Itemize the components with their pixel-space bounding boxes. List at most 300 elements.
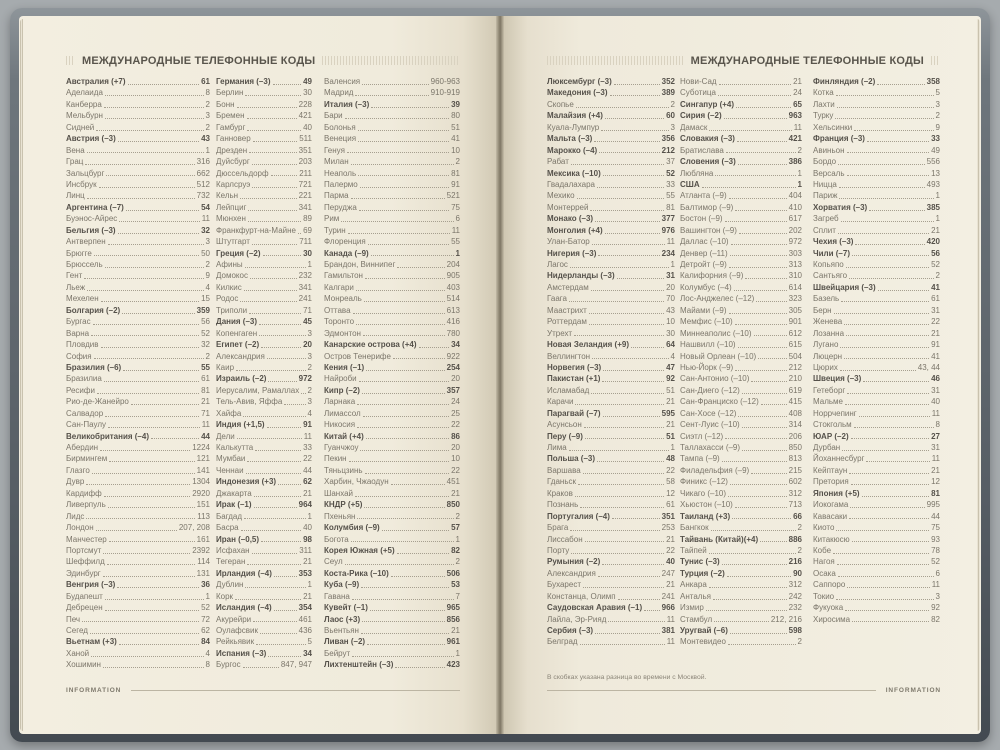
dot-leader bbox=[709, 587, 787, 588]
city-code-entry bbox=[66, 602, 210, 613]
city-code-entry bbox=[813, 614, 940, 625]
dot-leader bbox=[274, 576, 297, 577]
entry-name: Денвер (–11) bbox=[680, 248, 728, 258]
entry-name: Суботица bbox=[680, 88, 716, 98]
entry-name: Норвегия (–3) bbox=[547, 362, 602, 372]
city-code-entry bbox=[216, 110, 312, 121]
city-code-entry bbox=[324, 305, 460, 316]
dot-leader bbox=[754, 335, 787, 336]
entry-name: Новая Зеландия (+9) bbox=[547, 340, 629, 350]
dot-leader bbox=[737, 141, 787, 142]
entry-name: Кобе bbox=[813, 545, 832, 555]
city-code-entry bbox=[66, 373, 210, 384]
entry-code: 53 bbox=[451, 580, 460, 590]
country-code-entry bbox=[680, 534, 802, 545]
dot-leader bbox=[849, 518, 929, 519]
entry-name: Порту bbox=[547, 545, 570, 555]
entry-code: 3 bbox=[205, 111, 210, 121]
city-code-entry bbox=[66, 213, 210, 224]
city-code-entry bbox=[813, 179, 940, 190]
entry-code: 21 bbox=[931, 328, 940, 338]
entry-name: Берн bbox=[813, 305, 832, 315]
entry-code: 70 bbox=[666, 294, 675, 304]
entry-name: Бари bbox=[324, 111, 343, 121]
entry-code: 436 bbox=[298, 626, 312, 635]
entry-code: 32 bbox=[201, 225, 210, 235]
entry-code: 1304 bbox=[192, 477, 210, 487]
city-code-entry bbox=[680, 168, 802, 179]
entry-name: Манчестер bbox=[66, 534, 107, 544]
dot-leader bbox=[602, 381, 664, 382]
dot-leader bbox=[105, 416, 199, 417]
entry-name: Хайфа bbox=[216, 408, 242, 418]
entry-name: Флоренция bbox=[324, 237, 366, 247]
entry-code: 45 bbox=[303, 317, 312, 327]
entry-name: Ларнака bbox=[324, 397, 356, 407]
dot-leader bbox=[597, 461, 664, 462]
entry-name: Сингапур (+4) bbox=[680, 99, 735, 109]
entry-name: Словакия (–3) bbox=[680, 134, 735, 144]
entry-name: Харбин, Чжаодун bbox=[324, 477, 389, 487]
entry-code: 3 bbox=[935, 591, 940, 601]
country-code-entry bbox=[680, 133, 802, 144]
dot-leader bbox=[347, 152, 449, 153]
entry-name: Каир bbox=[216, 362, 235, 372]
entry-code: 8 bbox=[205, 660, 210, 670]
country-code-entry bbox=[216, 648, 312, 659]
entry-name: Тайпей bbox=[680, 545, 707, 555]
codes-column-5 bbox=[680, 76, 802, 648]
entry-code: 451 bbox=[446, 477, 460, 487]
entry-name: Филадельфия (–9) bbox=[680, 465, 750, 475]
country-code-entry bbox=[813, 248, 940, 259]
entry-code: 11 bbox=[931, 408, 940, 418]
entry-name: Краков bbox=[547, 488, 573, 498]
city-code-entry bbox=[680, 87, 802, 98]
dot-leader bbox=[352, 656, 453, 657]
entry-name: Эдмонтон bbox=[324, 328, 361, 338]
city-code-entry bbox=[813, 396, 940, 407]
entry-name: Марокко (–4) bbox=[547, 145, 598, 155]
city-code-entry bbox=[680, 373, 802, 384]
entry-code: 1 bbox=[455, 534, 460, 544]
dot-leader bbox=[419, 347, 450, 348]
entry-name: Амстердам bbox=[547, 282, 589, 292]
entry-code: 11 bbox=[931, 454, 940, 464]
entry-code: 2 bbox=[935, 111, 940, 121]
entry-code: 1 bbox=[797, 168, 802, 178]
city-code-entry bbox=[813, 522, 940, 533]
city-code-entry bbox=[216, 122, 312, 133]
city-code-entry bbox=[324, 408, 460, 419]
entry-name: Канарские острова (+4) bbox=[324, 340, 417, 350]
entry-code: 207, 208 bbox=[178, 523, 210, 533]
city-code-entry bbox=[680, 122, 802, 133]
entry-code: 5 bbox=[307, 637, 312, 647]
entry-code: 1 bbox=[935, 191, 940, 201]
city-code-entry bbox=[680, 351, 802, 362]
entry-name: Килкис bbox=[216, 282, 242, 292]
dot-leader bbox=[838, 233, 929, 234]
city-code-entry bbox=[324, 179, 460, 190]
entry-code: 1 bbox=[205, 591, 210, 601]
entry-name: Израиль (–2) bbox=[216, 374, 267, 384]
entry-name: Сегед bbox=[66, 626, 88, 635]
entry-code: 27 bbox=[931, 431, 940, 441]
dot-leader bbox=[254, 496, 301, 497]
entry-name: Стамбул bbox=[680, 614, 713, 624]
entry-code: 2 bbox=[935, 271, 940, 281]
entry-code: 49 bbox=[931, 145, 940, 155]
entry-code: 711 bbox=[299, 237, 312, 247]
entry-code: 232 bbox=[298, 271, 312, 281]
entry-name: Мюнхен bbox=[216, 214, 246, 224]
entry-name: Майами (–9) bbox=[680, 305, 727, 315]
city-code-entry bbox=[547, 305, 675, 316]
entry-code: 22 bbox=[931, 317, 940, 327]
entry-name: Сиэтл (–12) bbox=[680, 431, 724, 441]
dot-leader bbox=[255, 450, 301, 451]
dot-leader bbox=[603, 370, 664, 371]
dot-leader bbox=[360, 187, 449, 188]
entry-code: 910-919 bbox=[430, 88, 460, 98]
entry-name: Турция (–2) bbox=[680, 568, 725, 578]
dot-leader bbox=[576, 107, 669, 108]
country-code-entry bbox=[680, 511, 802, 522]
entry-code: 3 bbox=[307, 328, 312, 338]
entry-code: 44 bbox=[303, 465, 312, 475]
entry-code: 43, 44 bbox=[917, 362, 940, 372]
dot-leader bbox=[249, 313, 301, 314]
entry-name: Македония (–3) bbox=[547, 88, 608, 98]
entry-name: Парагвай (–7) bbox=[547, 408, 601, 418]
codes-column-3 bbox=[324, 76, 460, 671]
entry-code: 6 bbox=[935, 568, 940, 578]
entry-code: 5 bbox=[935, 88, 940, 98]
entry-code: 8 bbox=[935, 420, 940, 430]
entry-name: Кардифф bbox=[66, 488, 102, 498]
timezone-footnote: В скобках указана разница во времени с Москвой. bbox=[547, 674, 707, 681]
entry-name: Тунис (–3) bbox=[680, 557, 720, 567]
dot-leader bbox=[351, 164, 454, 165]
city-code-entry bbox=[324, 282, 460, 293]
entry-code: 81 bbox=[201, 385, 210, 395]
city-code-entry bbox=[216, 431, 312, 442]
entry-code: 40 bbox=[303, 523, 312, 533]
entry-code: 1 bbox=[205, 145, 210, 155]
dot-leader bbox=[359, 381, 449, 382]
dot-leader bbox=[259, 335, 305, 336]
dot-leader bbox=[863, 381, 929, 382]
entry-code: 4 bbox=[205, 648, 210, 658]
country-code-entry bbox=[680, 99, 802, 110]
entry-name: Кейптаун bbox=[813, 465, 848, 475]
city-code-entry bbox=[324, 488, 460, 499]
right-page bbox=[504, 16, 981, 734]
entry-code: 595 bbox=[661, 408, 675, 418]
dot-leader bbox=[842, 450, 929, 451]
entry-code: 254 bbox=[446, 362, 460, 372]
entry-code: 31 bbox=[931, 385, 940, 395]
entry-name: Багдад bbox=[216, 511, 243, 521]
entry-name: Скопье bbox=[547, 99, 574, 109]
entry-name: Бельгия (–3) bbox=[66, 225, 116, 235]
dot-leader bbox=[362, 84, 429, 85]
dot-leader bbox=[739, 233, 787, 234]
entry-name: Парма bbox=[324, 191, 349, 201]
dot-leader bbox=[96, 130, 203, 131]
dot-leader bbox=[105, 267, 204, 268]
entry-code: 91 bbox=[303, 420, 312, 430]
city-code-entry bbox=[66, 145, 210, 156]
entry-code: 3 bbox=[670, 122, 675, 132]
entry-code: 901 bbox=[788, 317, 802, 327]
entry-code: 10 bbox=[666, 317, 675, 327]
country-code-entry bbox=[547, 110, 675, 121]
entry-name: Грац bbox=[66, 157, 84, 167]
entry-name: Братислава bbox=[680, 145, 724, 155]
dot-leader bbox=[569, 301, 664, 302]
entry-code: 21 bbox=[303, 591, 312, 601]
dot-leader bbox=[240, 301, 296, 302]
city-code-entry bbox=[680, 602, 802, 613]
country-code-entry bbox=[66, 133, 210, 144]
dot-leader bbox=[839, 198, 933, 199]
entry-name: Лайла, Эр-Рияд bbox=[547, 614, 607, 624]
dot-leader bbox=[93, 324, 199, 325]
entry-code: 206 bbox=[788, 431, 802, 441]
entry-code: 21 bbox=[793, 77, 802, 86]
dot-leader bbox=[578, 484, 664, 485]
entry-code: 377 bbox=[661, 214, 675, 224]
city-code-entry bbox=[66, 351, 210, 362]
entry-name: Мехелен bbox=[66, 294, 99, 304]
city-code-entry bbox=[216, 259, 312, 270]
country-code-entry bbox=[324, 248, 460, 259]
entry-name: КНДР (+5) bbox=[324, 500, 363, 510]
entry-name: Роттердам bbox=[547, 317, 587, 327]
city-code-entry bbox=[66, 648, 210, 659]
entry-name: Осака bbox=[813, 568, 836, 578]
dot-leader bbox=[274, 610, 297, 611]
entry-name: Испания (–3) bbox=[216, 648, 267, 658]
entry-name: Бургас bbox=[66, 317, 91, 327]
dot-leader bbox=[348, 233, 450, 234]
entry-name: Польша (–3) bbox=[547, 454, 596, 464]
entry-name: Детройт (–9) bbox=[680, 260, 727, 269]
entry-code: 84 bbox=[201, 637, 210, 647]
country-code-entry bbox=[547, 87, 675, 98]
city-code-entry bbox=[216, 556, 312, 567]
entry-name: Чили (–7) bbox=[813, 248, 850, 258]
dot-leader bbox=[713, 599, 787, 600]
dot-leader bbox=[247, 118, 297, 119]
entry-code: 61 bbox=[201, 77, 210, 86]
dot-leader bbox=[267, 427, 302, 428]
dot-leader bbox=[878, 290, 929, 291]
dot-leader bbox=[356, 324, 445, 325]
dot-leader bbox=[87, 152, 204, 153]
dot-leader bbox=[729, 198, 787, 199]
country-code-entry bbox=[324, 579, 460, 590]
entry-code: 2 bbox=[205, 351, 210, 361]
entry-name: Шанхай bbox=[324, 488, 354, 498]
entry-code: 89 bbox=[303, 214, 312, 224]
dot-leader bbox=[364, 301, 445, 302]
entry-code: 204 bbox=[446, 260, 460, 269]
entry-name: Тель-Авив, Яффа bbox=[216, 397, 283, 407]
entry-name: Вашингтон (–9) bbox=[680, 225, 737, 235]
entry-name: Словения (–3) bbox=[680, 157, 736, 167]
entry-name: Авиньон bbox=[813, 145, 845, 155]
entry-name: Богота bbox=[324, 534, 349, 544]
entry-name: Версаль bbox=[813, 168, 845, 178]
entry-code: 56 bbox=[201, 317, 210, 327]
entry-code: 212, 216 bbox=[770, 614, 802, 624]
entry-code: 960-963 bbox=[430, 77, 460, 86]
entry-code: 972 bbox=[788, 237, 802, 247]
city-code-entry bbox=[216, 145, 312, 156]
dot-leader bbox=[845, 610, 929, 611]
entry-name: Веллингтон bbox=[547, 351, 591, 361]
city-code-entry bbox=[547, 568, 675, 579]
entry-code: 51 bbox=[451, 122, 460, 132]
city-code-entry bbox=[680, 408, 802, 419]
city-code-entry bbox=[680, 339, 802, 350]
entry-name: Лондон bbox=[66, 523, 94, 533]
entry-name: Карлсруэ bbox=[216, 179, 251, 189]
entry-code: 511 bbox=[299, 134, 312, 144]
entry-name: Монтевидео bbox=[680, 637, 726, 647]
entry-name: Гданьск bbox=[547, 477, 576, 487]
entry-code: 69 bbox=[303, 225, 312, 235]
dot-leader bbox=[119, 644, 199, 645]
city-code-entry bbox=[66, 270, 210, 281]
entry-code: 75 bbox=[451, 202, 460, 212]
city-code-entry bbox=[680, 213, 802, 224]
dot-leader bbox=[595, 633, 660, 634]
entry-name: Триполи bbox=[216, 305, 248, 315]
country-code-entry bbox=[216, 419, 312, 430]
dot-leader bbox=[734, 290, 787, 291]
codes-column-1 bbox=[66, 76, 210, 671]
entry-code: 389 bbox=[661, 88, 675, 98]
country-code-entry bbox=[547, 133, 675, 144]
entry-name: Фукуока bbox=[813, 603, 844, 613]
country-code-entry bbox=[680, 179, 802, 190]
dot-leader bbox=[570, 530, 659, 531]
entry-code: 922 bbox=[446, 351, 460, 361]
city-code-entry bbox=[66, 179, 210, 190]
dot-leader bbox=[252, 244, 297, 245]
entry-name: Тегеран bbox=[216, 557, 246, 567]
city-code-entry bbox=[66, 476, 210, 487]
city-code-entry bbox=[547, 465, 675, 476]
entry-name: Брага bbox=[547, 523, 569, 533]
dot-leader bbox=[849, 473, 929, 474]
dot-leader bbox=[589, 313, 664, 314]
city-code-entry bbox=[680, 614, 802, 625]
city-code-entry bbox=[66, 453, 210, 464]
dot-leader bbox=[718, 95, 791, 96]
entry-code: 92 bbox=[666, 374, 675, 384]
dot-leader bbox=[724, 118, 787, 119]
entry-name: Лозанна bbox=[813, 328, 845, 338]
dot-leader bbox=[614, 84, 660, 85]
entry-code: 359 bbox=[196, 305, 210, 315]
city-code-entry bbox=[216, 659, 312, 670]
entry-code: 43 bbox=[201, 134, 210, 144]
entry-code: 617 bbox=[788, 214, 802, 224]
entry-name: Коста-Рика (–10) bbox=[324, 568, 389, 578]
entry-code: 813 bbox=[788, 454, 802, 464]
country-code-entry bbox=[547, 511, 675, 522]
city-code-entry bbox=[680, 385, 802, 396]
entry-name: Улан-Батор bbox=[547, 237, 590, 247]
entry-code: 358 bbox=[926, 77, 940, 86]
city-code-entry bbox=[66, 591, 210, 602]
entry-name: Пхеньян bbox=[324, 511, 356, 521]
entry-name: Претория bbox=[813, 477, 849, 487]
entry-code: 995 bbox=[926, 500, 940, 510]
dot-leader bbox=[580, 507, 664, 508]
entry-code: 905 bbox=[446, 271, 460, 281]
entry-code: 381 bbox=[661, 626, 675, 635]
entry-name: Рио-де-Жанейро bbox=[66, 397, 129, 407]
dot-leader bbox=[603, 175, 664, 176]
dot-leader bbox=[730, 255, 787, 256]
entry-name: Канада (–9) bbox=[324, 248, 369, 258]
city-code-entry bbox=[813, 465, 940, 476]
entry-code: 58 bbox=[666, 477, 675, 487]
dot-leader bbox=[589, 324, 664, 325]
entry-name: Аделаида bbox=[66, 88, 103, 98]
dot-leader bbox=[834, 313, 930, 314]
entry-name: Найроби bbox=[324, 374, 357, 384]
city-code-entry bbox=[680, 270, 802, 281]
entry-code: 976 bbox=[661, 225, 675, 235]
entry-code: 34 bbox=[303, 648, 312, 658]
city-code-entry bbox=[216, 270, 312, 281]
dot-leader bbox=[738, 347, 787, 348]
entry-code: 210 bbox=[788, 374, 802, 384]
country-code-entry bbox=[547, 168, 675, 179]
entry-code: 1 bbox=[797, 179, 802, 189]
entry-name: Китакюсю bbox=[813, 534, 850, 544]
entry-code: 44 bbox=[931, 511, 940, 521]
entry-code: 62 bbox=[303, 477, 312, 487]
dot-leader bbox=[345, 564, 454, 565]
city-code-entry bbox=[216, 442, 312, 453]
dot-leader bbox=[393, 358, 445, 359]
entry-name: Таиланд (+3) bbox=[680, 511, 731, 521]
entry-code: 64 bbox=[666, 340, 675, 350]
hatch-band-icon bbox=[931, 56, 940, 65]
entry-name: Хорватия (–3) bbox=[813, 202, 868, 212]
dot-leader bbox=[702, 187, 796, 188]
entry-name: Мадрид bbox=[324, 88, 354, 98]
dot-leader bbox=[610, 95, 660, 96]
entry-name: Палермо bbox=[324, 179, 358, 189]
entry-code: 504 bbox=[788, 351, 802, 361]
city-code-entry bbox=[216, 190, 312, 201]
entry-code: 39 bbox=[451, 99, 460, 109]
entry-name: Тяньцзинь bbox=[324, 465, 363, 475]
city-code-entry bbox=[813, 556, 940, 567]
dot-leader bbox=[851, 484, 929, 485]
entry-name: Германия (–3) bbox=[216, 77, 271, 86]
entry-code: 21 bbox=[451, 488, 460, 498]
